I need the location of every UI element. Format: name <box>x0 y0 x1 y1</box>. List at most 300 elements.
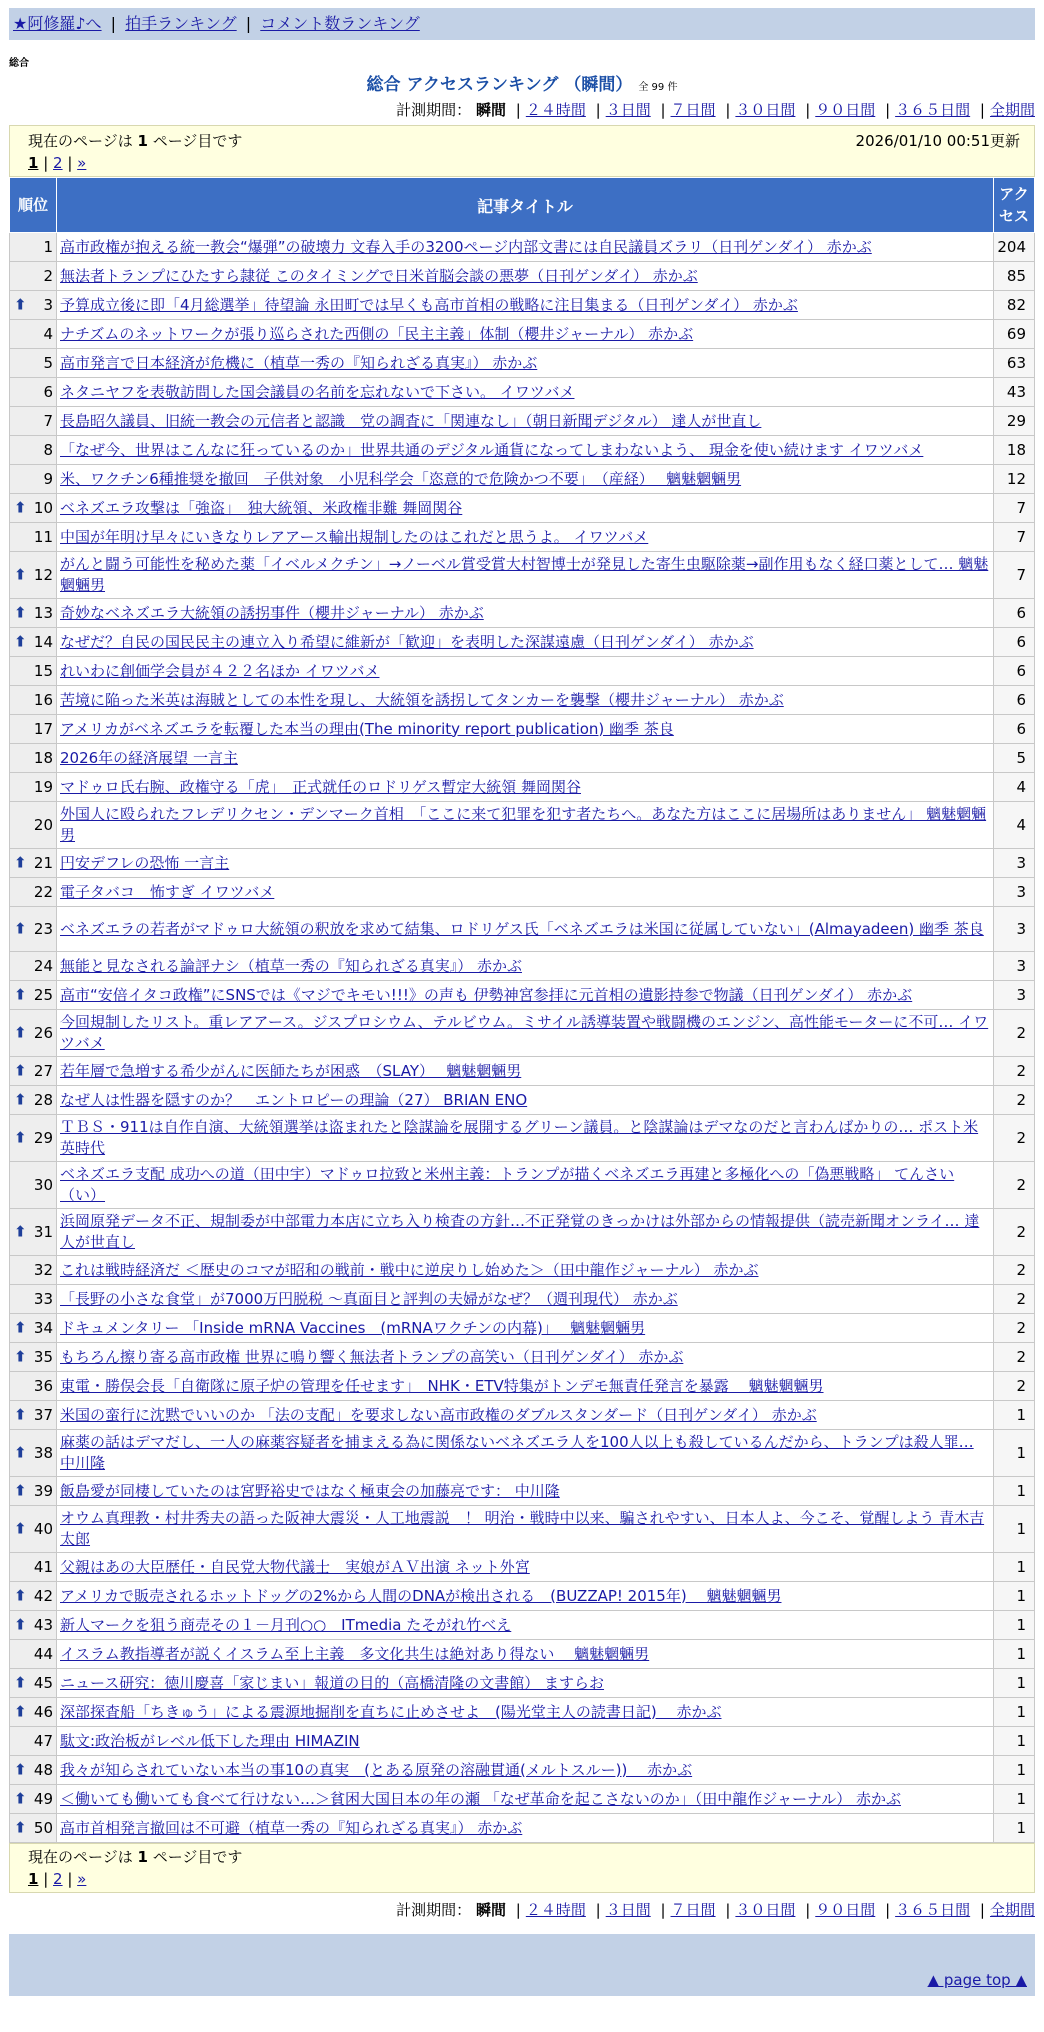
access-count: 3 <box>994 878 1035 907</box>
table-row <box>10 1372 1035 1401</box>
rank-cell <box>10 715 57 744</box>
rank-cell <box>10 1010 57 1057</box>
table-row <box>10 1209 1035 1256</box>
ranking-rows <box>10 233 1035 1843</box>
rank-cell <box>10 1372 57 1401</box>
article-link[interactable]: アメリカがベネズエラを転覆した本当の理由(The minority report publication) 幽季 茶良 <box>60 719 674 738</box>
pager-bottom: 現在のページは 1 ページ目です 1 | 2 | » <box>9 1843 1035 1893</box>
rank-number: 5 <box>43 354 53 372</box>
rank-number: 10 <box>33 499 53 517</box>
period-selector: 計測期間： 瞬間 | ２４時間 | ３日間 | ７日間 | ３０日間 | ９０日間 | ３６５日間 | 全期間 <box>396 101 1035 119</box>
table-row <box>10 1162 1035 1209</box>
article-link[interactable]: 2026年の経済展望 一言主 <box>60 748 238 767</box>
rank-cell <box>10 436 57 465</box>
table-row <box>10 657 1035 686</box>
article-link[interactable]: 深部探査船「ちきゅう」による震源地掘削を直ちに止めさせよ (陽光堂主人の読書日記) 赤かぶ <box>60 1702 722 1721</box>
rank-cell <box>10 494 57 523</box>
rank-cell <box>10 878 57 907</box>
rank-number: 27 <box>33 1062 53 1080</box>
rank-cell <box>10 1506 57 1553</box>
period-all-link[interactable]: 全期間 <box>989 1901 1035 1919</box>
period-selector-bottom: 計測期間： 瞬間 | ２４時間 | ３日間 | ７日間 | ３０日間 | ９０日間 | ３６５日間 | 全期間 <box>396 1901 1035 1919</box>
title-cell <box>57 1401 994 1430</box>
title-cell <box>57 849 994 878</box>
rank-cell <box>10 262 57 291</box>
rank-cell <box>10 1115 57 1162</box>
article-link[interactable]: 無法者トランプにひたすら隷従 このタイミングで日米首脳会談の悪夢（日刊ゲンダイ） 赤かぶ <box>60 266 698 285</box>
rank-number: 43 <box>33 1616 53 1634</box>
page-top-link[interactable]: ▲ page top ▲ <box>927 1971 1027 1989</box>
rank-cell <box>10 1785 57 1814</box>
ranking-table <box>9 177 1035 1843</box>
period-all-link[interactable]: 全期間 <box>989 101 1035 119</box>
article-link[interactable]: マドゥロ氏右腕、政権守る「虎」 正式就任のロドリゲス暫定大統領 舞岡関谷 <box>60 777 581 796</box>
table-row <box>10 1698 1035 1727</box>
article-link[interactable]: イスラム教指導者が説くイスラム至上主義 多文化共生は絶対あり得ない 魑魅魍魎男 <box>60 1644 650 1663</box>
category-tag: 総合 <box>9 58 29 69</box>
rank-cell <box>10 1401 57 1430</box>
rank-number: 49 <box>33 1790 53 1808</box>
page-title: 総合 アクセスランキング （瞬間） <box>366 75 633 95</box>
article-link[interactable]: 若年層で急増する希少がんに医師たちが困惑 （SLAY） 魑魅魍魎男 <box>60 1061 522 1080</box>
access-count: 1 <box>994 1698 1035 1727</box>
table-row <box>10 981 1035 1010</box>
next-page-link[interactable]: » <box>77 1870 87 1888</box>
article-link[interactable]: なぜ人は性器を隠すのか？ エントロピーの理論（27） BRIAN ENO <box>60 1090 528 1109</box>
table-row <box>10 1814 1035 1843</box>
rank-number: 40 <box>33 1520 53 1538</box>
access-count: 4 <box>994 773 1035 802</box>
period-7d-link[interactable]: ７日間 <box>670 1901 716 1919</box>
arrow-up-icon: ⬆ <box>14 1519 27 1538</box>
rank-cell <box>10 349 57 378</box>
article-link[interactable]: 米国の蛮行に沈黙でいいのか 「法の支配」を要求しない高市政権のダブルスタンダード（日刊ゲンダイ） 赤かぶ <box>60 1405 817 1424</box>
table-row <box>10 262 1035 291</box>
article-link[interactable]: オウム真理教・村井秀夫の語った阪神大震災・人工地震説 ！ 明治・戦時中以来、騙されやすい、日本人よ、今こそ、覚醒しよう 青木吉太郎 <box>60 1509 985 1548</box>
title-cell <box>57 1372 994 1401</box>
title-cell <box>57 773 994 802</box>
rank-number: 17 <box>33 720 53 738</box>
rank-number: 20 <box>33 816 53 834</box>
period-30d-link[interactable]: ３０日間 <box>735 1901 796 1919</box>
table-row <box>10 1611 1035 1640</box>
rank-cell <box>10 1343 57 1372</box>
arrow-up-icon: ⬆ <box>14 985 27 1004</box>
article-link[interactable]: 「なぜ今、世界はこんなに狂っているのか」世界共通のデジタル通貨になってしまわないよう、 現金を使い続けます イワツバメ <box>60 440 924 459</box>
rank-number: 31 <box>33 1223 53 1241</box>
rank-cell <box>10 320 57 349</box>
rank-cell <box>10 1698 57 1727</box>
article-link[interactable]: 父親はあの大臣歴任・自民党大物代議士 実娘がＡＶ出演 ネット外宮 <box>60 1557 530 1576</box>
access-count: 3 <box>994 849 1035 878</box>
article-link[interactable]: 新人マークを狙う商売その１－月刊○○ ITmedia たそがれ竹べえ <box>60 1615 512 1634</box>
rank-number: 47 <box>33 1732 53 1750</box>
rank-cell <box>10 1582 57 1611</box>
rank-number: 9 <box>43 470 53 488</box>
article-link[interactable]: 我々が知らされていない本当の事10の真実 (とある原発の溶融貫通(メルトスルー)) 赤かぶ <box>60 1760 693 1779</box>
arrow-up-icon: ⬆ <box>14 1615 27 1634</box>
rank-cell <box>10 773 57 802</box>
title-cell <box>57 952 994 981</box>
table-row <box>10 1057 1035 1086</box>
article-link[interactable]: 飯島愛が同棲していたのは宮野裕史ではなく極東会の加藤亮です： 中川隆 <box>60 1481 560 1500</box>
title-cell <box>57 1057 994 1086</box>
table-row <box>10 1256 1035 1285</box>
title-cell <box>57 1640 994 1669</box>
col-title-header: 記事タイトル <box>57 178 994 233</box>
footer-bar <box>9 1934 1035 1964</box>
rank-number: 35 <box>33 1348 53 1366</box>
arrow-up-icon: ⬆ <box>14 1128 27 1147</box>
access-count: 85 <box>994 262 1035 291</box>
title-cell <box>57 436 994 465</box>
rank-number: 1 <box>43 238 53 256</box>
rank-number: 8 <box>43 441 53 459</box>
access-count: 43 <box>994 378 1035 407</box>
period-3d-link[interactable]: ３日間 <box>605 1901 651 1919</box>
next-page-link[interactable]: » <box>77 154 87 172</box>
period-label: 計測期間： <box>396 1901 472 1919</box>
table-row <box>10 552 1035 599</box>
table-row <box>10 436 1035 465</box>
article-link[interactable]: もちろん擦り寄る高市政権 世界に鳴り響く無法者トランプの高笑い（日刊ゲンダイ） 赤かぶ <box>60 1347 684 1366</box>
rank-cell <box>10 1430 57 1477</box>
table-row <box>10 320 1035 349</box>
article-link[interactable]: なぜだ？自民の国民民主の連立入り希望に維新が「歓迎」を表明した深謀遠慮（日刊ゲンダイ） 赤かぶ <box>60 632 754 651</box>
rank-cell <box>10 657 57 686</box>
table-row <box>10 349 1035 378</box>
article-link[interactable]: ベネズエラ攻撃は「強盗」 独大統領、米政権非難 舞岡関谷 <box>60 498 463 517</box>
article-link[interactable]: 高市政権が抱える統一教会“爆弾”の破壊力 文春入手の3200ページ内部文書には自民議員ズラリ（日刊ゲンダイ） 赤かぶ <box>60 237 872 256</box>
rank-cell <box>10 1256 57 1285</box>
rank-cell <box>10 523 57 552</box>
col-count-header: アクセス <box>994 178 1035 233</box>
table-row <box>10 907 1035 952</box>
title-cell <box>57 1814 994 1843</box>
period-3d-link[interactable]: ３日間 <box>605 101 651 119</box>
rank-cell <box>10 1057 57 1086</box>
rank-number: 24 <box>33 957 53 975</box>
table-row <box>10 1115 1035 1162</box>
table-row <box>10 802 1035 849</box>
article-link[interactable]: 駄文:政治板がレベル低下した理由 HIMAZIN <box>60 1731 360 1750</box>
rank-cell <box>10 907 57 952</box>
period-current: 瞬間 <box>475 101 506 119</box>
arrow-up-icon: ⬆ <box>14 1481 27 1500</box>
rank-number: 14 <box>33 633 53 651</box>
article-link[interactable]: ナチズムのネットワークが張り巡らされた西側の「民主主義」体制（櫻井ジャーナル） 赤かぶ <box>60 324 694 343</box>
article-link[interactable]: 苦境に陥った米英は海賊としての本性を現し、大統領を誘拐してタンカーを襲撃（櫻井ジャーナル） 赤かぶ <box>60 690 784 709</box>
article-link[interactable]: ネタニヤフを表敬訪問した国会議員の名前を忘れないで下さい。 イワツバメ <box>60 382 575 401</box>
access-count: 6 <box>994 599 1035 628</box>
nav-separator: | <box>245 14 252 33</box>
rank-number: 23 <box>33 920 53 938</box>
access-count: 6 <box>994 686 1035 715</box>
period-90d-link[interactable]: ９０日間 <box>815 1901 876 1919</box>
access-count: 18 <box>994 436 1035 465</box>
access-count: 2 <box>994 1010 1035 1057</box>
access-count: 1 <box>994 1401 1035 1430</box>
title-cell <box>57 1115 994 1162</box>
arrow-up-icon: ⬆ <box>14 1347 27 1366</box>
access-count: 7 <box>994 523 1035 552</box>
table-row <box>10 291 1035 320</box>
home-link[interactable]: ★阿修羅♪へ <box>13 14 102 33</box>
article-link[interactable]: 中国が年明け早々にいきなりレアアース輸出規制したのはこれだと思うよ。 イワツバメ <box>60 527 649 546</box>
access-count: 7 <box>994 494 1035 523</box>
table-row <box>10 878 1035 907</box>
title-cell <box>57 1553 994 1582</box>
footer-bar-bottom <box>9 1964 1035 1996</box>
rank-cell <box>10 1553 57 1582</box>
rank-cell <box>10 686 57 715</box>
rank-cell <box>10 599 57 628</box>
page-2-link[interactable]: 2 <box>53 1870 63 1888</box>
article-link[interactable]: 外国人に殴られたフレデリクセン・デンマーク首相 「ここに来て犯罪を犯す者たちへ。あなた方はここに居場所はありません」 魑魅魍魎男 <box>60 805 987 844</box>
article-link[interactable]: 奇妙なベネズエラ大統領の誘拐事件（櫻井ジャーナル） 赤かぶ <box>60 603 484 622</box>
table-row <box>10 1285 1035 1314</box>
pager-top: 現在のページは 1 ページ目です 2026/01/10 00:51更新 1 | 2 | » <box>9 125 1035 177</box>
article-link[interactable]: がんと闘う可能性を秘めた薬「イベルメクチン」→ノーベル賞受賞大村智博士が発見した寄生虫駆除薬→副作用もなく経口薬として… 魑魅魍魎男 <box>60 555 989 594</box>
access-count: 3 <box>994 981 1035 1010</box>
table-row <box>10 407 1035 436</box>
access-count: 1 <box>994 1814 1035 1843</box>
period-90d-link[interactable]: ９０日間 <box>815 101 876 119</box>
table-row <box>10 1582 1035 1611</box>
table-row <box>10 1086 1035 1115</box>
title-cell <box>57 494 994 523</box>
access-count: 29 <box>994 407 1035 436</box>
article-link[interactable]: ＴＢＳ・911は自作自演、大統領選挙は盗まれたと陰謀論を展開するグリーン議員。と陰謀論はデマなのだと言わんばかりの… ポスト米英時代 <box>60 1118 979 1157</box>
rank-cell <box>10 628 57 657</box>
rank-cell <box>10 1814 57 1843</box>
table-row <box>10 523 1035 552</box>
title-cell <box>57 981 994 1010</box>
period-7d-link[interactable]: ７日間 <box>670 101 716 119</box>
title-cell <box>57 1086 994 1115</box>
rank-cell <box>10 1477 57 1506</box>
article-link[interactable]: 東電・勝俣会長「自衛隊に原子炉の管理を任せます」 NHK・ETV特集がトンデモ無責任発言を暴露 魑魅魍魎男 <box>60 1376 824 1395</box>
rank-cell <box>10 744 57 773</box>
access-count: 1 <box>994 1582 1035 1611</box>
arrow-up-icon: ⬆ <box>14 1818 27 1837</box>
period-30d-link[interactable]: ３０日間 <box>735 101 796 119</box>
title-cell <box>57 378 994 407</box>
rank-cell <box>10 952 57 981</box>
total-count: 全 99 件 <box>638 82 678 93</box>
article-link[interactable]: 電子タバコ 怖すぎ イワツバメ <box>60 882 275 901</box>
title-cell <box>57 1477 994 1506</box>
rank-number: 39 <box>33 1482 53 1500</box>
rank-number: 45 <box>33 1674 53 1692</box>
rank-cell <box>10 1162 57 1209</box>
title-cell <box>57 1756 994 1785</box>
arrow-up-icon: ⬆ <box>14 295 27 314</box>
rank-number: 6 <box>43 383 53 401</box>
title-cell <box>57 1582 994 1611</box>
comment-ranking-link[interactable]: コメント数ランキング <box>260 14 420 33</box>
rank-number: 21 <box>33 854 53 872</box>
table-row <box>10 715 1035 744</box>
title-cell <box>57 686 994 715</box>
rank-number: 50 <box>33 1819 53 1837</box>
period-365d-link[interactable]: ３６５日間 <box>895 101 971 119</box>
title-cell <box>57 262 994 291</box>
access-count: 2 <box>994 1086 1035 1115</box>
access-count: 6 <box>994 715 1035 744</box>
rank-cell <box>10 1727 57 1756</box>
arrow-up-icon: ⬆ <box>14 1090 27 1109</box>
access-count: 1 <box>994 1785 1035 1814</box>
title-cell <box>57 349 994 378</box>
arrow-up-icon: ⬆ <box>14 1061 27 1080</box>
title-cell <box>57 1285 994 1314</box>
period-24h-link[interactable]: ２４時間 <box>525 1901 586 1919</box>
clap-ranking-link[interactable]: 拍手ランキング <box>125 14 237 33</box>
rank-number: 41 <box>33 1558 53 1576</box>
title-cell <box>57 802 994 849</box>
access-count: 4 <box>994 802 1035 849</box>
title-cell <box>57 1314 994 1343</box>
access-count: 1 <box>994 1727 1035 1756</box>
article-link[interactable]: ドキュメンタリー 「Inside mRNA Vaccines (mRNAワクチンの内幕)」 魑魅魍魎男 <box>60 1318 646 1337</box>
article-link[interactable]: れいわに創価学会員が４２２名ほか イワツバメ <box>60 661 380 680</box>
table-row <box>10 1477 1035 1506</box>
title-cell <box>57 291 994 320</box>
rank-number: 13 <box>33 604 53 622</box>
access-count: 1 <box>994 1506 1035 1553</box>
arrow-up-icon: ⬆ <box>14 498 27 517</box>
article-link[interactable]: 長島昭久議員、旧統一教会の元信者と認識 党の調査に「関連なし」（朝日新聞デジタル） 達人が世直し <box>60 411 762 430</box>
article-link[interactable]: 無能と見なされる論評ナシ（植草一秀の『知られざる真実』） 赤かぶ <box>60 956 522 975</box>
table-row <box>10 1010 1035 1057</box>
arrow-up-icon: ⬆ <box>14 1318 27 1337</box>
rank-number: 12 <box>33 566 53 584</box>
article-link[interactable]: 「長野の小さな食堂」が7000万円脱税 〜真面目と評判の夫婦がなぜ？（週刊現代） 赤かぶ <box>60 1289 678 1308</box>
rank-cell <box>10 291 57 320</box>
rank-cell <box>10 1314 57 1343</box>
period-365d-link[interactable]: ３６５日間 <box>895 1901 971 1919</box>
col-rank-header: 順位 <box>10 178 57 233</box>
rank-number: 42 <box>33 1587 53 1605</box>
period-current: 瞬間 <box>475 1901 506 1919</box>
rank-cell <box>10 233 57 262</box>
title-cell <box>57 878 994 907</box>
title-cell <box>57 744 994 773</box>
rank-number: 28 <box>33 1091 53 1109</box>
table-row <box>10 1343 1035 1372</box>
title-cell <box>57 907 994 952</box>
title-cell <box>57 1698 994 1727</box>
access-count: 3 <box>994 952 1035 981</box>
page-status: 現在のページは 1 ページ目です <box>28 132 243 150</box>
table-row <box>10 465 1035 494</box>
access-count: 2 <box>994 1343 1035 1372</box>
period-24h-link[interactable]: ２４時間 <box>525 101 586 119</box>
table-row <box>10 1430 1035 1477</box>
rank-number: 18 <box>33 749 53 767</box>
arrow-up-icon: ⬆ <box>14 1673 27 1692</box>
article-link[interactable]: 麻薬の話はデマだし、一人の麻薬容疑者を捕まえる為に関係ないベネズエラ人を100人以上も殺しているんだから、トランプは殺人罪… 中川隆 <box>60 1433 974 1472</box>
title-cell <box>57 1727 994 1756</box>
arrow-up-icon: ⬆ <box>14 603 27 622</box>
table-row <box>10 1553 1035 1582</box>
table-row <box>10 1727 1035 1756</box>
arrow-up-icon: ⬆ <box>14 1443 27 1462</box>
title-cell <box>57 465 994 494</box>
page <box>9 0 1035 1996</box>
rank-number: 3 <box>43 296 53 314</box>
title-cell <box>57 233 994 262</box>
access-count: 2 <box>994 1372 1035 1401</box>
arrow-up-icon: ⬆ <box>14 1405 27 1424</box>
article-link[interactable]: ニュース研究：徳川慶喜「家じまい」報道の目的（高橋清隆の文書館） ますらお <box>60 1673 605 1692</box>
access-count: 1 <box>994 1611 1035 1640</box>
access-count: 1 <box>994 1553 1035 1582</box>
access-count: 1 <box>994 1756 1035 1785</box>
rank-number: 33 <box>33 1290 53 1308</box>
arrow-up-icon: ⬆ <box>14 1023 27 1042</box>
article-link[interactable]: ベネズエラ支配 成功への道（田中宇）マドゥロ拉致と米州主義：トランプが描くベネズエラ再建と多極化への「偽悪戦略」 てんさい（い） <box>60 1165 955 1204</box>
article-link[interactable]: 高市首相発言撤回は不可避（植草一秀の『知られざる真実』） 赤かぶ <box>60 1818 523 1837</box>
article-link[interactable]: これは戦時経済だ ＜歴史のコマが昭和の戦前・戦中に逆戻りし始めた＞（田中龍作ジャーナル） 赤かぶ <box>60 1260 759 1279</box>
article-link[interactable]: 浜岡原発データ不正、規制委が中部電力本店に立ち入り検査の方針…不正発覚のきっかけは外部からの情報提供（読売新聞オンライ… 達人が世直し <box>60 1212 980 1251</box>
arrow-up-icon: ⬆ <box>14 853 27 872</box>
access-count: 5 <box>994 744 1035 773</box>
title-cell <box>57 320 994 349</box>
title-cell <box>57 715 994 744</box>
ranking-heading <box>9 70 1035 95</box>
access-count: 82 <box>994 291 1035 320</box>
title-cell <box>57 1611 994 1640</box>
nav-separator: | <box>110 14 117 33</box>
article-link[interactable]: ＜働いても働いても食べて行けない…＞貧困大国日本の年の瀬 「なぜ革命を起こさないのか」（田中龍作ジャーナル） 赤かぶ <box>60 1789 901 1808</box>
access-count: 2 <box>994 1256 1035 1285</box>
article-link[interactable]: 高市発言で日本経済が危機に（植草一秀の『知られざる真実』） 赤かぶ <box>60 353 538 372</box>
rank-number: 22 <box>33 883 53 901</box>
article-link[interactable]: 高市“安倍イタコ政権”にSNSでは《マジでキモい!!!》の声も 伊勢神宮参拝に元首相の遺影持参で物議（日刊ゲンダイ） 赤かぶ <box>60 985 913 1004</box>
table-row <box>10 494 1035 523</box>
article-link[interactable]: 米、ワクチン6種推奨を撤回 子供対象 小児科学会「恣意的で危険かつ不要」 （産経） 魑魅魍魎男 <box>60 469 742 488</box>
article-link[interactable]: 今回規制したリスト。重レアアース。ジスプロシウム、テルビウム。ミサイル誘導装置や戦闘機のエンジン、高性能モーターに不可… イワツバメ <box>60 1013 989 1052</box>
access-count: 2 <box>994 1209 1035 1256</box>
rank-number: 34 <box>33 1319 53 1337</box>
page-2-link[interactable]: 2 <box>53 154 63 172</box>
article-link[interactable]: アメリカで販売されるホットドッグの2%から人間のDNAが検出される (BUZZAP! 2015年) 魑魅魍魎男 <box>60 1586 782 1605</box>
access-count: 3 <box>994 907 1035 952</box>
rank-cell <box>10 1669 57 1698</box>
rank-cell <box>10 1285 57 1314</box>
access-count: 63 <box>994 349 1035 378</box>
rank-number: 48 <box>33 1761 53 1779</box>
rank-number: 32 <box>33 1261 53 1279</box>
title-cell <box>57 657 994 686</box>
rank-number: 44 <box>33 1645 53 1663</box>
access-count: 1 <box>994 1640 1035 1669</box>
title-cell <box>57 1506 994 1553</box>
title-cell <box>57 599 994 628</box>
article-link[interactable]: ベネズエラの若者がマドゥロ大統領の釈放を求めて結集、ロドリゲス氏「ベネズエラは米国に従属していない」(Almayadeen) 幽季 茶良 <box>60 919 984 938</box>
rank-number: 30 <box>33 1176 53 1194</box>
page-current: 1 <box>28 1870 39 1888</box>
rank-number: 11 <box>33 528 53 546</box>
article-link[interactable]: 予算成立後に即「4月総選挙」待望論 永田町では早くも高市首相の戦略に注目集まる（日刊ゲンダイ） 赤かぶ <box>60 295 798 314</box>
access-count: 6 <box>994 628 1035 657</box>
article-link[interactable]: 円安デフレの恐怖 一言主 <box>60 853 230 872</box>
title-cell <box>57 523 994 552</box>
rank-cell <box>10 378 57 407</box>
access-count: 69 <box>994 320 1035 349</box>
